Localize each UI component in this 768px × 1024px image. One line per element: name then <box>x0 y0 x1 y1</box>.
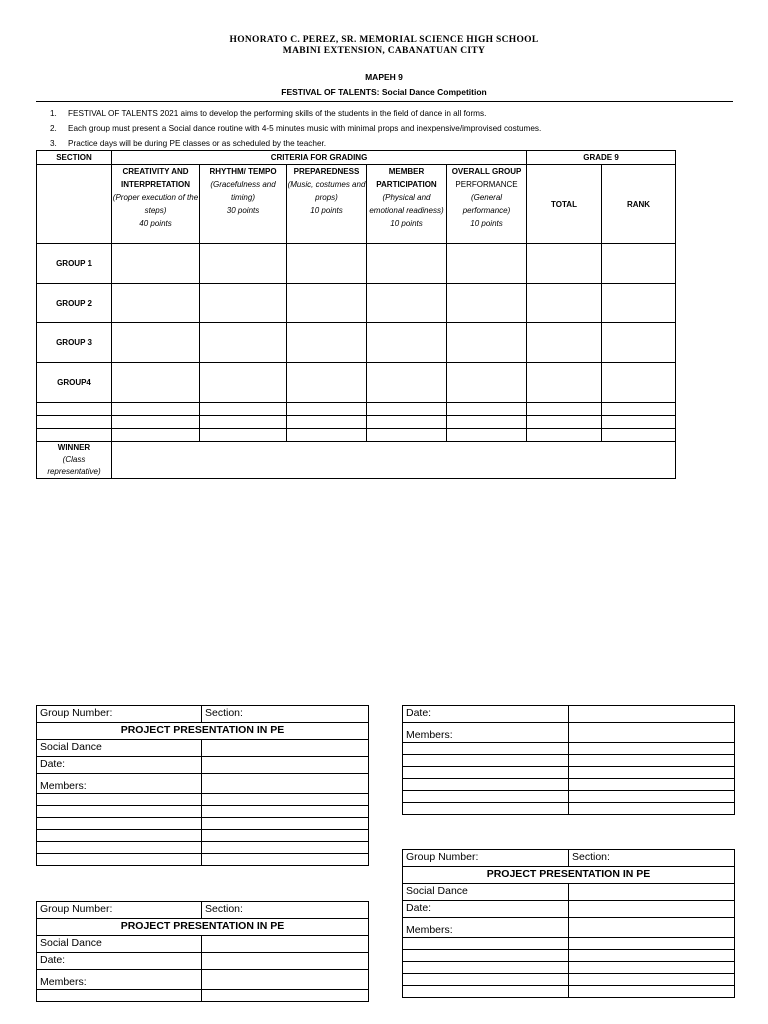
group-number-label: Group Number: <box>403 850 569 867</box>
rank-header: RANK <box>602 165 676 244</box>
members-label: Members: <box>37 970 202 990</box>
member-field[interactable] <box>403 950 569 962</box>
criterion-overall: OVERALL GROUP PERFORMANCE (General performance) 10 points <box>447 165 527 244</box>
school-address: MABINI EXTENSION, CABANATUAN CITY <box>282 46 486 56</box>
score-cell[interactable] <box>200 363 287 403</box>
score-cell[interactable] <box>447 284 527 323</box>
member-field[interactable] <box>569 723 735 743</box>
score-cell[interactable] <box>447 323 527 363</box>
score-cell[interactable] <box>287 244 367 284</box>
criterion-participation: MEMBER PARTICIPATION (Physical and emotional readiness) 10 points <box>367 165 447 244</box>
group-number-label: Group Number: <box>37 902 202 919</box>
total-cell[interactable] <box>527 363 602 403</box>
note-item: 1. FESTIVAL OF TALENTS 2021 aims to develop the performing skills of the students in the field of dance in all forms. <box>50 109 487 118</box>
score-cell[interactable] <box>367 323 447 363</box>
member-field[interactable] <box>202 990 369 1002</box>
form-title: PROJECT PRESENTATION IN PE <box>37 919 369 936</box>
date-field[interactable] <box>569 901 735 918</box>
score-cell[interactable] <box>200 284 287 323</box>
score-cell[interactable] <box>200 323 287 363</box>
members-label: Members: <box>403 918 569 938</box>
members-label: Members: <box>37 774 202 794</box>
score-cell[interactable] <box>112 284 200 323</box>
member-field[interactable] <box>569 974 735 986</box>
table-row <box>37 284 676 323</box>
date-field[interactable] <box>202 953 369 970</box>
member-field[interactable] <box>569 986 735 998</box>
score-cell[interactable] <box>367 284 447 323</box>
table-row <box>37 363 676 403</box>
member-field[interactable] <box>569 803 735 815</box>
member-field[interactable] <box>202 806 369 818</box>
winner-row <box>37 442 676 479</box>
member-field[interactable] <box>37 818 202 830</box>
table-row <box>37 429 676 442</box>
member-field[interactable] <box>403 938 569 950</box>
date-label: Date: <box>37 757 202 774</box>
table-row <box>37 416 676 429</box>
total-cell[interactable] <box>527 323 602 363</box>
section-label: Section: <box>569 850 735 867</box>
date-label: Date: <box>37 953 202 970</box>
date-field[interactable] <box>569 706 735 723</box>
note-item: 3. Practice days will be during PE classes or as scheduled by the teacher. <box>50 139 327 148</box>
member-field[interactable] <box>569 950 735 962</box>
table-row <box>37 323 676 363</box>
score-cell[interactable] <box>112 244 200 284</box>
table-row <box>37 244 676 284</box>
score-cell[interactable] <box>287 284 367 323</box>
social-dance-label: Social Dance <box>403 884 569 901</box>
school-name: HONORATO C. PEREZ, SR. MEMORIAL SCIENCE HIGH SCHOOL <box>229 35 539 45</box>
social-dance-label: Social Dance <box>37 936 202 953</box>
score-cell[interactable] <box>447 363 527 403</box>
member-field[interactable] <box>569 938 735 950</box>
rank-cell[interactable] <box>602 363 676 403</box>
group-label: GROUP4 <box>37 363 112 403</box>
criterion-creativity: CREATIVITY AND INTERPRETATION (Proper execution of the steps) 40 points <box>112 165 200 244</box>
total-header: TOTAL <box>527 165 602 244</box>
score-cell[interactable] <box>200 244 287 284</box>
social-dance-field[interactable] <box>202 740 369 757</box>
member-field[interactable] <box>202 794 369 806</box>
member-field[interactable] <box>569 962 735 974</box>
member-field[interactable] <box>37 854 202 866</box>
section-header: SECTION <box>37 151 112 165</box>
date-field[interactable] <box>202 757 369 774</box>
member-field[interactable] <box>569 791 735 803</box>
criterion-preparedness: PREPAREDNESS (Music, costumes and props) 10 points <box>287 165 367 244</box>
member-field[interactable] <box>403 743 569 755</box>
total-cell[interactable] <box>527 284 602 323</box>
grading-table <box>36 150 676 479</box>
project-form <box>36 705 369 866</box>
rank-cell[interactable] <box>602 323 676 363</box>
project-form <box>402 849 735 998</box>
score-cell[interactable] <box>447 244 527 284</box>
score-cell[interactable] <box>287 323 367 363</box>
member-field[interactable] <box>569 743 735 755</box>
member-field[interactable] <box>403 962 569 974</box>
subject-title: MAPEH 9 <box>365 72 403 82</box>
date-label: Date: <box>403 706 569 723</box>
member-field[interactable] <box>569 767 735 779</box>
member-field[interactable] <box>202 818 369 830</box>
form-title: PROJECT PRESENTATION IN PE <box>37 723 369 740</box>
project-form-continued <box>402 705 735 815</box>
social-dance-field[interactable] <box>569 884 735 901</box>
member-field[interactable] <box>403 767 569 779</box>
member-field[interactable] <box>202 854 369 866</box>
member-field[interactable] <box>569 779 735 791</box>
member-field[interactable] <box>37 990 202 1002</box>
member-field[interactable] <box>37 806 202 818</box>
social-dance-label: Social Dance <box>37 740 202 757</box>
member-field[interactable] <box>403 803 569 815</box>
form-title: PROJECT PRESENTATION IN PE <box>403 867 735 884</box>
member-field[interactable] <box>569 755 735 767</box>
member-field[interactable] <box>403 779 569 791</box>
project-form <box>36 901 369 1002</box>
member-field[interactable] <box>202 774 369 794</box>
section-label: Section: <box>202 706 369 723</box>
score-cell[interactable] <box>367 363 447 403</box>
section-label: Section: <box>202 902 369 919</box>
criterion-rhythm: RHYTHM/ TEMPO (Gracefulness and timing) 30 points <box>200 165 287 244</box>
member-field[interactable] <box>403 755 569 767</box>
member-field[interactable] <box>202 830 369 842</box>
social-dance-field[interactable] <box>202 936 369 953</box>
grade-header: GRADE 9 <box>527 151 676 165</box>
members-label: Members: <box>403 723 569 743</box>
criteria-header: CRITERIA FOR GRADING <box>112 151 527 165</box>
group-label: GROUP 3 <box>37 323 112 363</box>
header-divider <box>36 101 733 102</box>
member-field[interactable] <box>37 842 202 854</box>
note-item: 2. Each group must present a Social dance routine with 4-5 minutes music with minimal props and inexpensive/improvised costumes. <box>50 124 542 133</box>
winner-label: WINNER (Class representative) <box>37 442 112 479</box>
rank-cell[interactable] <box>602 284 676 323</box>
table-row <box>37 403 676 416</box>
group-label: GROUP 2 <box>37 284 112 323</box>
score-cell[interactable] <box>112 323 200 363</box>
group-number-label: Group Number: <box>37 706 202 723</box>
member-field[interactable] <box>403 974 569 986</box>
score-cell[interactable] <box>112 363 200 403</box>
group-label: GROUP 1 <box>37 244 112 284</box>
score-cell[interactable] <box>367 244 447 284</box>
notes-list <box>50 106 541 151</box>
date-label: Date: <box>403 901 569 918</box>
member-field[interactable] <box>569 918 735 938</box>
score-cell[interactable] <box>287 363 367 403</box>
member-field[interactable] <box>202 842 369 854</box>
rank-cell[interactable] <box>602 244 676 284</box>
member-field[interactable] <box>202 970 369 990</box>
member-field[interactable] <box>403 791 569 803</box>
member-field[interactable] <box>37 830 202 842</box>
winner-field[interactable] <box>112 442 676 479</box>
member-field[interactable] <box>37 794 202 806</box>
member-field[interactable] <box>403 986 569 998</box>
blank-cell <box>37 165 112 244</box>
activity-title: FESTIVAL OF TALENTS: Social Dance Competition <box>281 87 487 97</box>
total-cell[interactable] <box>527 244 602 284</box>
